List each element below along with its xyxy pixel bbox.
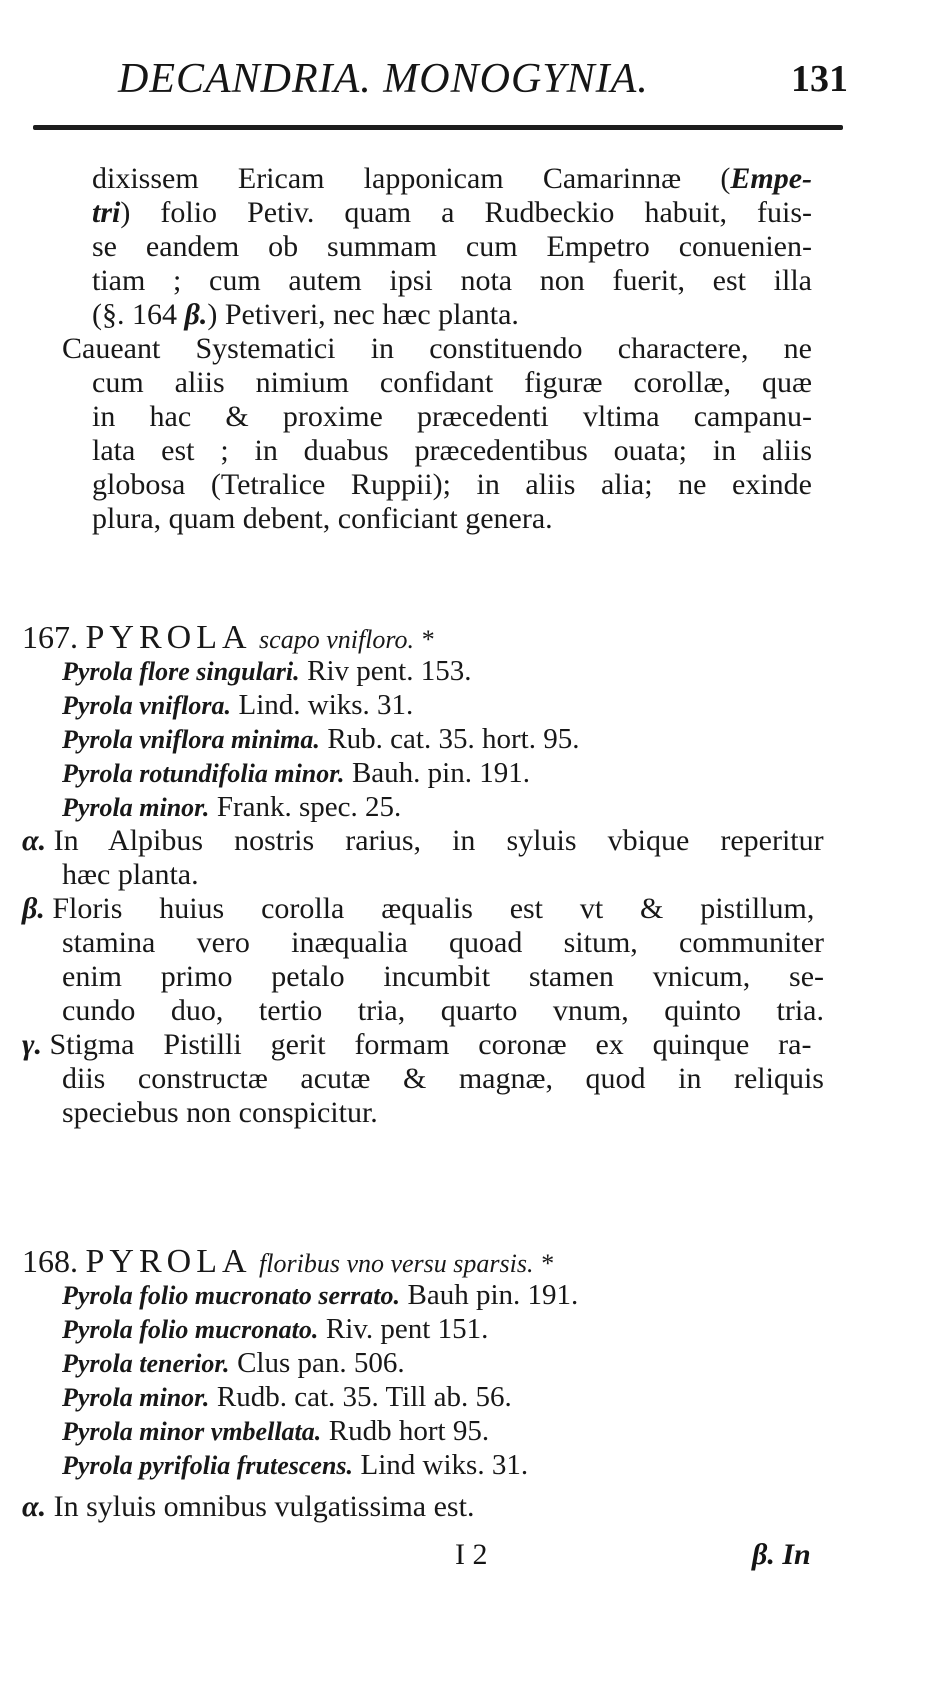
text-line: lata est ; in duabus præcedentibus ouata; in aliis xyxy=(92,434,812,467)
synonym-line: Pyrola rotundifolia minor. Bauh. pin. 191. xyxy=(62,757,530,789)
synonym-line: Pyrola folio mucronato. Riv. pent 151. xyxy=(62,1313,489,1345)
text-line: diis constructæ acutæ & magnæ, quod in reliquis xyxy=(62,1062,824,1095)
running-title: DECANDRIA. MONOGYNIA. xyxy=(118,56,649,102)
synonym-line: Pyrola minor. Frank. spec. 25. xyxy=(62,791,402,823)
synonym-line: Pyrola minor. Rudb. cat. 35. Till ab. 56. xyxy=(62,1381,512,1413)
note-marker: α. xyxy=(22,1490,47,1523)
text-line: tiam ; cum autem ipsi nota non fuerit, est illa xyxy=(92,264,812,297)
note-marker: β. xyxy=(22,892,45,925)
note-beta: β. Floris huius corolla æqualis est vt & pistillum, xyxy=(22,892,815,925)
running-head xyxy=(118,55,858,115)
entry-number: 167. xyxy=(22,619,78,655)
genus-name: PYROLA xyxy=(85,1243,252,1280)
text-line: (§. 164 β.) Petiveri, nec hæc planta. xyxy=(92,298,519,331)
entry-heading xyxy=(22,620,434,657)
text-line: globosa (Tetralice Ruppii); in aliis alia; ne exinde xyxy=(92,468,812,501)
text-line: dixissem Ericam lapponicam Camarinnæ (Empe- xyxy=(92,162,812,195)
text-line: cundo duo, tertio tria, quarto vnum, quinto tria. xyxy=(62,994,824,1027)
synonym-line: Pyrola vniflora minima. Rub. cat. 35. hort. 95. xyxy=(62,723,580,755)
diagnosis: floribus vno versu sparsis. * xyxy=(259,1249,553,1278)
text-line: cum aliis nimium confidant figuræ corollæ, quæ xyxy=(92,366,812,399)
synonym-line: Pyrola vniflora. Lind. wiks. 31. xyxy=(62,689,414,721)
synonym-line: Pyrola minor vmbellata. Rudb hort 95. xyxy=(62,1415,490,1447)
genus-name: PYROLA xyxy=(85,619,252,656)
text-line: hæc planta. xyxy=(62,858,199,891)
synonym-line: Pyrola folio mucronato serrato. Bauh pin. 191. xyxy=(62,1279,579,1311)
synonym-line: Pyrola flore singulari. Riv pent. 153. xyxy=(62,655,472,687)
text-line: enim primo petalo incumbit stamen vnicum, se- xyxy=(62,960,824,993)
diagnosis: scapo vnifloro. * xyxy=(259,625,434,654)
text-line: tri) folio Petiv. quam a Rudbeckio habuit, fuis- xyxy=(92,196,812,229)
header-rule xyxy=(33,125,843,130)
text-line: in hac & proxime præcedenti vltima campanu- xyxy=(92,400,812,433)
note-marker: α. xyxy=(22,824,47,857)
synonym-line: Pyrola tenerior. Clus pan. 506. xyxy=(62,1347,405,1379)
signature-mark: I 2 xyxy=(455,1538,488,1571)
catchword: β. In xyxy=(752,1538,811,1571)
entry-number: 168. xyxy=(22,1243,78,1279)
entry-heading xyxy=(22,1244,553,1281)
page-number: 131 xyxy=(791,58,848,100)
text-line: Caueant Systematici in constituendo charactere, ne xyxy=(62,332,812,365)
note-gamma: γ. Stigma Pistilli gerit formam coronæ ex quinque ra- xyxy=(22,1028,812,1061)
synonym-line: Pyrola pyrifolia frutescens. Lind wiks. 31. xyxy=(62,1449,529,1481)
note-alpha: α. In syluis omnibus vulgatissima est. xyxy=(22,1490,475,1523)
note-marker: γ. xyxy=(22,1028,42,1061)
text-line: speciebus non conspicitur. xyxy=(62,1096,378,1129)
text-line: stamina vero inæqualia quoad situm, communiter xyxy=(62,926,824,959)
text-line: se eandem ob summam cum Empetro conuenien- xyxy=(92,230,812,263)
note-alpha: α. In Alpibus nostris rarius, in syluis vbique reperitur xyxy=(22,824,824,857)
text-line: plura, quam debent, conficiant genera. xyxy=(92,502,553,535)
